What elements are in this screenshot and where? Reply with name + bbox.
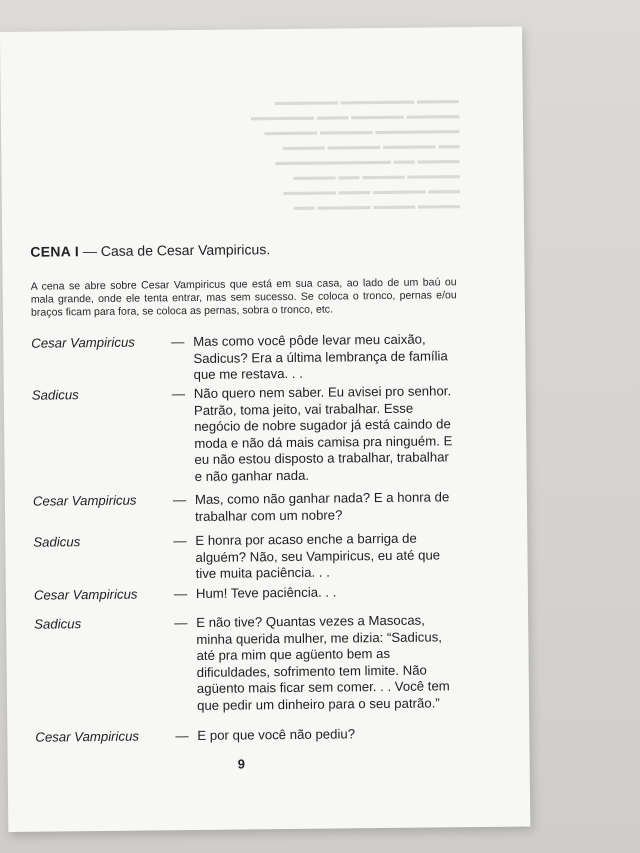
speaker-name: Sadicus xyxy=(31,387,79,403)
dialogue-text: E honra por acaso enche a barriga de alguém? Não, seu Vampiricus, eu até que tive muita paciência. . . xyxy=(195,530,441,582)
dialogue-dash: — xyxy=(173,586,188,602)
dialogue-text: Mas como você pôde levar meu caixão, Sadicus? Era a última lembrança de família que me restava. . . xyxy=(193,331,448,383)
dialogue-text: E por que você não pediu? xyxy=(197,726,356,743)
dialogue-dash: — xyxy=(173,533,187,549)
dialogue-dash: — xyxy=(171,386,186,402)
dialogue-line xyxy=(31,383,482,484)
dialogue-dash: — xyxy=(175,728,189,744)
dialogue-line xyxy=(31,331,481,383)
speaker-name: Cesar Vampiricus xyxy=(32,492,137,509)
speaker-name: Sadicus xyxy=(34,616,82,632)
dialogue-text: Não quero nem saber. Eu avisei pro senhor. Patrão, toma jeito, vai trabalhar. Esse negócio de nobre sugador já está caindo de moda e não dá mais camisa pra ninguém. E eu não estou disposto a trabalhar, trabalhar e não ganhar nada. xyxy=(193,383,453,484)
dialogue-line xyxy=(33,583,484,603)
dialogue-line xyxy=(33,530,483,582)
dialogue-text: Mas, como não ganhar nada? E a honra de trabalhar com um nobre? xyxy=(194,489,450,524)
book-page xyxy=(0,27,530,832)
speaker-name: Cesar Vampiricus xyxy=(31,334,135,351)
dialogue-text: Hum! Teve paciência. . . xyxy=(195,584,337,601)
dialogue-line xyxy=(32,489,483,524)
speaker-name: Cesar Vampiricus xyxy=(35,728,140,745)
scene-location: — Casa de Cesar Vampiricus. xyxy=(78,241,271,260)
show-through-text: ▬▬▬▬ ▬▬▬▬▬▬▬ ▬▬▬▬▬▬ ▬▬▬▬▬ ▬▬▬▬▬ ▬▬▬ ▬▬▬▬▬▬ ▬▬▬▬▬▬▬▬ ▬▬▬▬▬ ▬▬▬▬▬ ▬▬ ▬▬▬▬▬ ▬▬▬▬▬ ▬▬▬▬ ▬▬▬▬ ▬▬ ▬▬▬▬▬▬▬▬▬▬▬ ▬▬▬▬▬ ▬▬▬▬ ▬▬ ▬▬▬▬ ▬▬▬ ▬▬▬▬▬ ▬▬▬ ▬▬▬▬▬ ▬▬▬▬ ▬▬▬▬ ▬▬▬▬▬ ▬▬ xyxy=(250,94,461,213)
scene-number: CENA I xyxy=(30,243,80,260)
page-number: 9 xyxy=(237,756,245,772)
scene-heading xyxy=(30,241,270,260)
dialogue-text: E não tive? Quantas vezes a Masocas, minha querida mulher, me dizia: “Sadicus, até pra mim que agüento bem as dificuldades, sofrimento tem limite. Não agüento mais ficar sem comer. . . Você tem que pedir um dinheiro para o seu patrão.” xyxy=(196,612,450,713)
speaker-name: Sadicus xyxy=(33,534,81,550)
dialogue-line xyxy=(35,725,485,745)
dialogue-dash: — xyxy=(174,615,188,631)
stage-direction: A cena se abre sobre Cesar Vampiricus que está em sua casa, ao lado de um baú ou mala grande, onde ele tenta entrar, mas sem sucesso. Se coloca o tronco, pernas e/ou braços ficam para fora, se coloca as pernas, sobra o tronco, etc. xyxy=(30,276,457,319)
dialogue-dash: — xyxy=(172,492,187,508)
dialogue-line xyxy=(34,612,484,713)
speaker-name: Cesar Vampiricus xyxy=(33,586,138,603)
dialogue-dash: — xyxy=(171,334,185,350)
